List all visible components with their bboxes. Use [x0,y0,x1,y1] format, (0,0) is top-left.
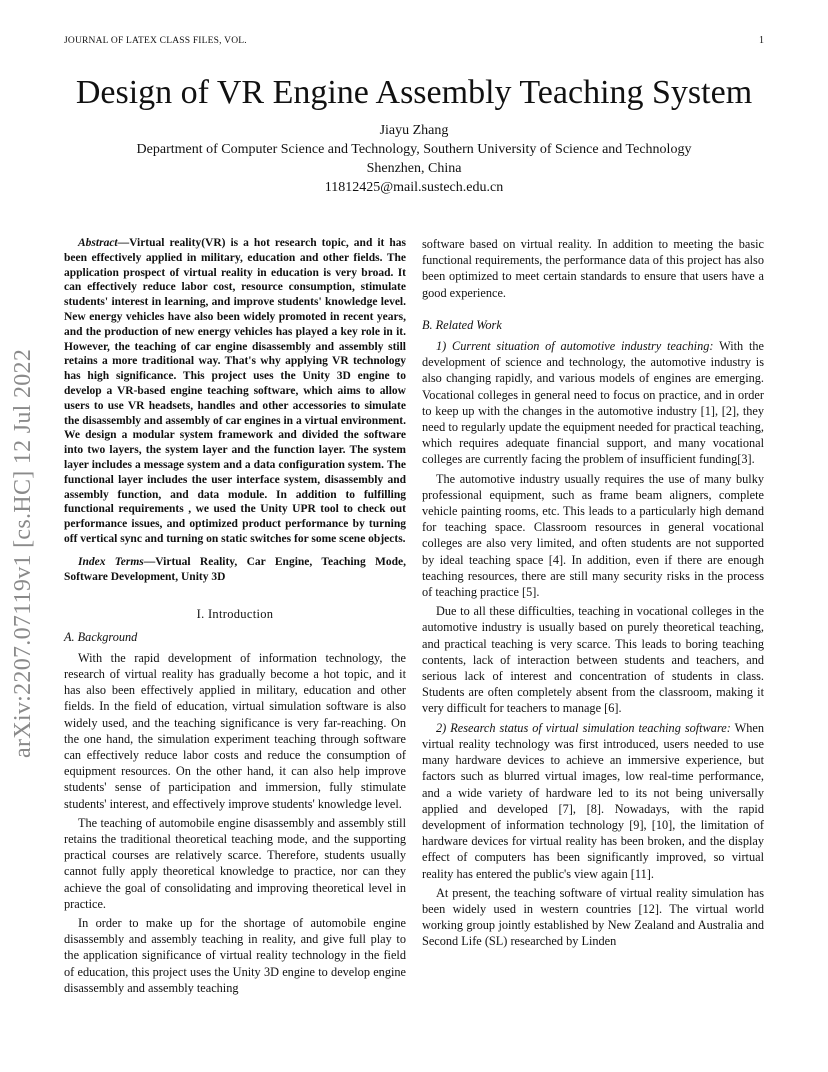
index-terms-lead: Index Terms [78,555,144,568]
left-column [64,236,406,996]
subsubsection-1-title: 1) Current situation of automotive industry teaching: [436,339,714,354]
related-work-1-text: With the development of science and technology, the automotive industry is also changing rapidly, and various models of engines are emerging. Vocational colleges in general need to focus on practice, and in order to keep up with the changes in the automotive industry [1], [2], they need to regularly update the equipment needed for practical teaching, which requires adequate financial support, and many vocational colleges are currently facing the problem of insufficient funding[3]. [422,339,764,467]
index-terms-text: —Virtual Reality, Car Engine, Teaching Mode, Software Development, Unity 3D [64,555,406,583]
abstract-lead: Abstract [78,237,118,249]
intro-paragraph-1: With the rapid development of information technology, the research of virtual reality has gradually become a hot topic, and it has also been effectively applied in military, education and other fields. In the field of education, virtual simulation software is also widely used, and the teaching significance is very far-reaching. On the one hand, the simulation experiment teaching through software can effectively reduce labor costs and reduce the consumption of equipment resources. On the other hand, it can also help improve students' sense of participation and immersion, fully stimulate students' interest, and effectively improve students' knowledge level. [64,650,406,811]
page-number: 1 [759,35,764,46]
subsection-background: A. Background [64,629,138,644]
intro-paragraph-3: In order to make up for the shortage of automobile engine disassembly and assembly teaching in reality, and give full play to the application significance of virtual reality technology in the field of education, this project uses the Unity 3D engine to develop engine disassembly and assembly teaching [64,915,406,995]
related-work-1-paragraph-2: The automotive industry usually requires the use of many bulky professional equipment, such as frame beam aligners, complete vehicle painting rooms, etc. This leads to a particularly high demand for teaching space. Classroom resources in general vocational colleges are also very limited, and often students are not supported by ideal teaching space [4]. In addition, even if there are enough teaching resources, there are still many security risks in the process of teaching practice [5]. [422,471,764,600]
author-block [0,121,828,197]
subsection-related-work: B. Related Work [422,317,502,332]
index-terms [64,555,406,585]
related-work-2-text: When virtual reality technology was first introduced, users needed to use many hardware devices to achieve an immersive experience, but factors such as blurred virtual images, low real-time performance, and a wide variety of hardware led to its not being universally applied and developed [7], [8]. Nowadays, with the rapid development of information technology [9], [10], the limitation of hardware devices for virtual reality has been broken, and the display effect of computers has been significantly improved, so virtual reality has entered the public's view again [11]. [422,720,764,881]
author-department: Department of Computer Science and Technology, Southern University of Science and Technology [136,142,692,157]
intro-paragraph-3-continued: software based on virtual reality. In addition to meeting the basic functional requirements, the performance data of this project has also been optimized to meet certain standards to ensure that users have a good experience. [422,237,764,300]
subsubsection-2-title: 2) Research status of virtual simulation teaching software: [436,720,731,735]
related-work-1-paragraph-3: Due to all these difficulties, teaching in vocational colleges in the automotive industry is usually based on purely theoretical teaching, and practical teaching is very scarce. This leads to boring teaching contents, lack of interaction between students and teachers, and serious lack of interest and concentration of students in class. Students are often completely absent from the classroom, making it very difficult for teachers to manage [6]. [422,604,764,716]
related-work-2-paragraph-2: At present, the teaching software of virtual reality simulation has been widely used in western countries [12]. The virtual world working group jointly established by New Zealand and Australia and Second Life (SL) researched by Linden [422,885,764,949]
related-work-2-paragraph-1 [422,720,764,882]
paper-title: Design of VR Engine Assembly Teaching System [75,74,753,111]
intro-paragraph-2: The teaching of automobile engine disassembly and assembly still retains the traditional theoretical teaching mode, and the supporting practical courses are relatively scarce. Therefore, students usually cannot fully apply theoretical knowledge to practice, nor can they achieve the goal of consolidating and improving theoretical level in practice. [64,815,406,911]
journal-header: JOURNAL OF LATEX CLASS FILES, VOL. [64,36,247,46]
author-name: Jiayu Zhang [379,123,449,138]
related-work-1-paragraph-1 [422,338,764,468]
arxiv-stamp: arXiv:2207.07119v1 [cs.HC] 12 Jul 2022 [10,348,36,758]
author-email: 11812425@mail.sustech.edu.cn [324,180,504,195]
abstract [64,236,406,547]
abstract-text: —Virtual reality(VR) is a hot research topic, and it has been effectively applied in military, education and other fields. The application prospect of virtual reality in education is very broad. It can effectively reduce labor cost, resource consumption, stimulate students' interest in learning, and improve students' knowledge level. New energy vehicles have also been widely promoted in recent years, and the production of new energy vehicles has played a key role in it. However, the teaching of car engine disassembly and assembly still retains a more traditional way. That's why applying VR technology has high significance. This project uses the Unity 3D engine to develop a VR-based engine teaching software, which aims to allow users to use VR headsets, handles and other accessories to simulate the disassembly and assembly of car engines in a virtual environment. We design a modular system framework and divided the software into two layers, the system layer and the function layer. The system layer includes a message system and a data configuration system. The functional layer includes the user interface system, disassembly and assembly function, and data module. In addition to fulfilling functional requirements , we used the Unity UPR tool to check out performance issues, and optimized product performance by turning off vertical sync and turning on static switches for some scene objects. [64,237,406,545]
right-column [422,236,764,950]
author-location: Shenzhen, China [366,161,462,176]
section-heading-introduction: I. Introduction [196,607,274,622]
